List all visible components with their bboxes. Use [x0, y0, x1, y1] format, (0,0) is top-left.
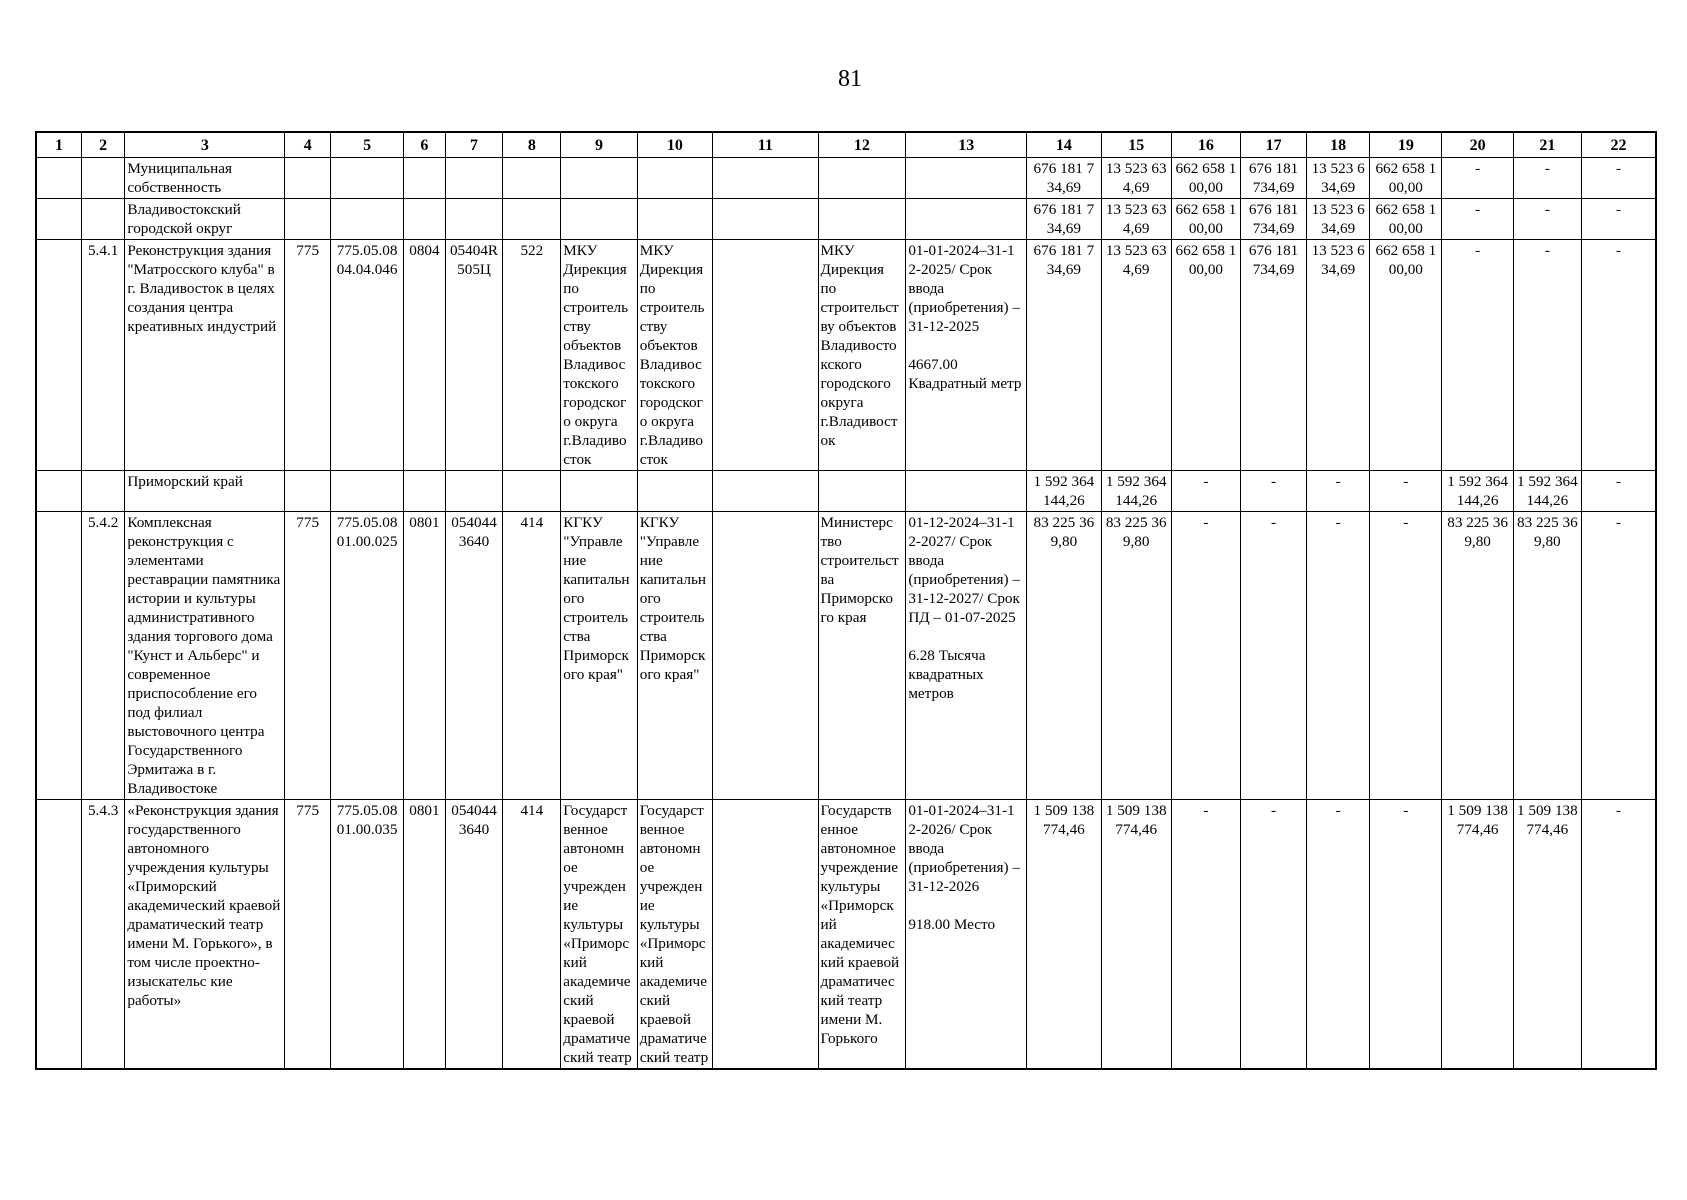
- cell-col-10: Государст венное автономн ое учрежден ие культуры «Приморс кий академиче ский краевой драматиче ский театр: [637, 800, 712, 1070]
- cell-col-3: Комплексная реконструкция с элементами реставрации памятника истории и культуры административного здания торгового дома "Кунст и Альберс" и современное приспособление его под филиал выстовочного центра Государственного Эрмитажа в г. Владивостоке: [125, 512, 285, 800]
- cell-col-8: [503, 199, 561, 240]
- cell-col-17: 676 181 734,69: [1241, 199, 1307, 240]
- cell-col-2: [81, 199, 124, 240]
- cell-col-18: 13 523 6 34,69: [1307, 158, 1370, 199]
- cell-col-6: 0804: [404, 240, 445, 471]
- cell-col-16: -: [1171, 471, 1240, 512]
- cell-col-3: Реконструкция здания "Матросского клуба" в г. Владивосток в целях создания центра креативных индустрий: [125, 240, 285, 471]
- cell-col-20: -: [1442, 199, 1513, 240]
- header-row: [36, 132, 1656, 158]
- cell-col-19: -: [1370, 800, 1442, 1070]
- cell-col-10: КГКУ "Управле ние капитальн ого строитель ства Приморск ого края": [637, 512, 712, 800]
- cell-col-3: Владивостокский городской округ: [125, 199, 285, 240]
- cell-col-3: Приморский край: [125, 471, 285, 512]
- cell-col-21: -: [1513, 240, 1581, 471]
- table-row: [36, 158, 1656, 199]
- table-row: [36, 240, 1656, 471]
- cell-col-1: [36, 240, 81, 471]
- column-header-10: 10: [637, 132, 712, 158]
- cell-col-20: 1 592 364 144,26: [1442, 471, 1513, 512]
- cell-col-18: -: [1307, 800, 1370, 1070]
- cell-col-2: 5.4.2: [81, 512, 124, 800]
- cell-col-20: -: [1442, 240, 1513, 471]
- cell-col-12: [818, 158, 906, 199]
- column-header-18: 18: [1307, 132, 1370, 158]
- cell-col-18: -: [1307, 512, 1370, 800]
- column-header-22: 22: [1581, 132, 1656, 158]
- column-header-13: 13: [906, 132, 1027, 158]
- cell-col-8: 414: [503, 800, 561, 1070]
- cell-col-13: [906, 199, 1027, 240]
- cell-col-8: [503, 158, 561, 199]
- cell-col-22: -: [1581, 199, 1656, 240]
- cell-col-8: 522: [503, 240, 561, 471]
- cell-col-3: Муниципальная собственность: [125, 158, 285, 199]
- column-header-21: 21: [1513, 132, 1581, 158]
- cell-col-21: 1 509 138 774,46: [1513, 800, 1581, 1070]
- cell-col-1: [36, 800, 81, 1070]
- cell-col-15: 1 509 138 774,46: [1101, 800, 1171, 1070]
- cell-col-17: -: [1241, 512, 1307, 800]
- cell-col-14: 676 181 7 34,69: [1027, 199, 1101, 240]
- cell-col-6: [404, 471, 445, 512]
- cell-col-7: 05404R 505Ц: [445, 240, 503, 471]
- cell-col-5: 775.05.08 01.00.035: [330, 800, 403, 1070]
- cell-col-15: 13 523 63 4,69: [1101, 158, 1171, 199]
- cell-col-18: -: [1307, 471, 1370, 512]
- column-header-2: 2: [81, 132, 124, 158]
- cell-col-5: 775.05.08 04.04.046: [330, 240, 403, 471]
- cell-col-9: [561, 471, 637, 512]
- cell-col-21: 83 225 36 9,80: [1513, 512, 1581, 800]
- cell-col-2: 5.4.3: [81, 800, 124, 1070]
- cell-col-8: 414: [503, 512, 561, 800]
- cell-col-15: 83 225 36 9,80: [1101, 512, 1171, 800]
- cell-col-18: 13 523 6 34,69: [1307, 240, 1370, 471]
- cell-col-1: [36, 199, 81, 240]
- cell-col-21: -: [1513, 158, 1581, 199]
- column-header-8: 8: [503, 132, 561, 158]
- column-header-5: 5: [330, 132, 403, 158]
- cell-col-8: [503, 471, 561, 512]
- cell-col-22: -: [1581, 512, 1656, 800]
- cell-col-7: 054044 3640: [445, 512, 503, 800]
- cell-col-15: 13 523 63 4,69: [1101, 199, 1171, 240]
- cell-col-17: -: [1241, 800, 1307, 1070]
- cell-col-6: [404, 199, 445, 240]
- cell-col-5: 775.05.08 01.00.025: [330, 512, 403, 800]
- cell-col-10: [637, 158, 712, 199]
- cell-col-9: [561, 199, 637, 240]
- cell-col-13: [906, 471, 1027, 512]
- column-header-19: 19: [1370, 132, 1442, 158]
- cell-col-12: Министерс тво строительст ва Приморско го края: [818, 512, 906, 800]
- cell-col-11: [713, 512, 818, 800]
- cell-col-16: 662 658 1 00,00: [1171, 158, 1240, 199]
- cell-col-6: 0801: [404, 800, 445, 1070]
- cell-col-13: 01-01-2024–31-1 2-2025/ Срок ввода (приобретения) – 31-12-2025 4667.00 Квадратный метр: [906, 240, 1027, 471]
- cell-col-10: [637, 471, 712, 512]
- cell-col-19: 662 658 1 00,00: [1370, 240, 1442, 471]
- cell-col-14: 1 592 364 144,26: [1027, 471, 1101, 512]
- cell-col-22: -: [1581, 800, 1656, 1070]
- column-header-11: 11: [713, 132, 818, 158]
- column-header-1: 1: [36, 132, 81, 158]
- cell-col-12: [818, 199, 906, 240]
- cell-col-4: [285, 199, 330, 240]
- cell-col-9: МКУ Дирекция по строитель ству объектов Владивос токского городског о округа г.Владиво сток: [561, 240, 637, 471]
- column-header-12: 12: [818, 132, 906, 158]
- cell-col-21: -: [1513, 199, 1581, 240]
- cell-col-22: -: [1581, 158, 1656, 199]
- cell-col-19: -: [1370, 512, 1442, 800]
- cell-col-7: [445, 158, 503, 199]
- cell-col-17: 676 181 734,69: [1241, 158, 1307, 199]
- column-header-15: 15: [1101, 132, 1171, 158]
- cell-col-11: [713, 800, 818, 1070]
- column-header-17: 17: [1241, 132, 1307, 158]
- column-header-6: 6: [404, 132, 445, 158]
- cell-col-20: -: [1442, 158, 1513, 199]
- column-header-14: 14: [1027, 132, 1101, 158]
- cell-col-6: 0801: [404, 512, 445, 800]
- column-header-9: 9: [561, 132, 637, 158]
- cell-col-14: 676 181 7 34,69: [1027, 158, 1101, 199]
- cell-col-7: 054044 3640: [445, 800, 503, 1070]
- table-row: [36, 471, 1656, 512]
- column-header-4: 4: [285, 132, 330, 158]
- table-row: [36, 800, 1656, 1070]
- cell-col-9: [561, 158, 637, 199]
- cell-col-12: [818, 471, 906, 512]
- cell-col-22: -: [1581, 240, 1656, 471]
- cell-col-1: [36, 158, 81, 199]
- cell-col-16: -: [1171, 800, 1240, 1070]
- cell-col-15: 1 592 364 144,26: [1101, 471, 1171, 512]
- cell-col-14: 83 225 36 9,80: [1027, 512, 1101, 800]
- cell-col-9: Государст венное автономн ое учрежден ие культуры «Приморс кий академиче ский краевой драматиче ский театр: [561, 800, 637, 1070]
- cell-col-2: [81, 158, 124, 199]
- cell-col-4: 775: [285, 800, 330, 1070]
- cell-col-3: «Реконструкция здания государственного автономного учреждения культуры «Приморский академический краевой драматический театр имени М. Горького», в том числе проектно-изыскательс кие работы»: [125, 800, 285, 1070]
- cell-col-10: [637, 199, 712, 240]
- cell-col-10: МКУ Дирекция по строитель ству объектов Владивос токского городског о округа г.Владиво сток: [637, 240, 712, 471]
- cell-col-9: КГКУ "Управле ние капитальн ого строитель ства Приморск ого края": [561, 512, 637, 800]
- cell-col-16: 662 658 1 00,00: [1171, 199, 1240, 240]
- cell-col-21: 1 592 364 144,26: [1513, 471, 1581, 512]
- table-row: [36, 512, 1656, 800]
- cell-col-18: 13 523 6 34,69: [1307, 199, 1370, 240]
- cell-col-1: [36, 512, 81, 800]
- cell-col-2: 5.4.1: [81, 240, 124, 471]
- cell-col-20: 83 225 36 9,80: [1442, 512, 1513, 800]
- cell-col-13: [906, 158, 1027, 199]
- cell-col-7: [445, 471, 503, 512]
- budget-table: [35, 131, 1657, 1070]
- cell-col-6: [404, 158, 445, 199]
- cell-col-19: 662 658 1 00,00: [1370, 158, 1442, 199]
- cell-col-11: [713, 158, 818, 199]
- column-header-3: 3: [125, 132, 285, 158]
- cell-col-12: Государств енное автономное учреждение культуры «Приморск ий академичес кий краевой драматичес кий театр имени М. Горького: [818, 800, 906, 1070]
- cell-col-19: -: [1370, 471, 1442, 512]
- cell-col-13: 01-01-2024–31-1 2-2026/ Срок ввода (приобретения) – 31-12-2026 918.00 Место: [906, 800, 1027, 1070]
- cell-col-5: [330, 158, 403, 199]
- cell-col-4: 775: [285, 512, 330, 800]
- cell-col-20: 1 509 138 774,46: [1442, 800, 1513, 1070]
- cell-col-1: [36, 471, 81, 512]
- cell-col-12: МКУ Дирекция по строительст ву объектов Владивосто кского городского округа г.Владивост ок: [818, 240, 906, 471]
- column-header-20: 20: [1442, 132, 1513, 158]
- cell-col-16: 662 658 1 00,00: [1171, 240, 1240, 471]
- cell-col-15: 13 523 63 4,69: [1101, 240, 1171, 471]
- cell-col-14: 676 181 7 34,69: [1027, 240, 1101, 471]
- cell-col-11: [713, 240, 818, 471]
- cell-col-11: [713, 199, 818, 240]
- cell-col-4: [285, 158, 330, 199]
- cell-col-16: -: [1171, 512, 1240, 800]
- cell-col-7: [445, 199, 503, 240]
- cell-col-19: 662 658 1 00,00: [1370, 199, 1442, 240]
- cell-col-4: [285, 471, 330, 512]
- cell-col-4: 775: [285, 240, 330, 471]
- cell-col-22: -: [1581, 471, 1656, 512]
- cell-col-2: [81, 471, 124, 512]
- column-header-16: 16: [1171, 132, 1240, 158]
- table-row: [36, 199, 1656, 240]
- cell-col-5: [330, 199, 403, 240]
- cell-col-17: -: [1241, 471, 1307, 512]
- cell-col-11: [713, 471, 818, 512]
- column-header-7: 7: [445, 132, 503, 158]
- cell-col-5: [330, 471, 403, 512]
- page-number: 81: [838, 66, 862, 92]
- cell-col-17: 676 181 734,69: [1241, 240, 1307, 471]
- cell-col-13: 01-12-2024–31-1 2-2027/ Срок ввода (приобретения) – 31-12-2027/ Срок ПД – 01-07-2025 6.28 Тысяча квадратных метров: [906, 512, 1027, 800]
- cell-col-14: 1 509 138 774,46: [1027, 800, 1101, 1070]
